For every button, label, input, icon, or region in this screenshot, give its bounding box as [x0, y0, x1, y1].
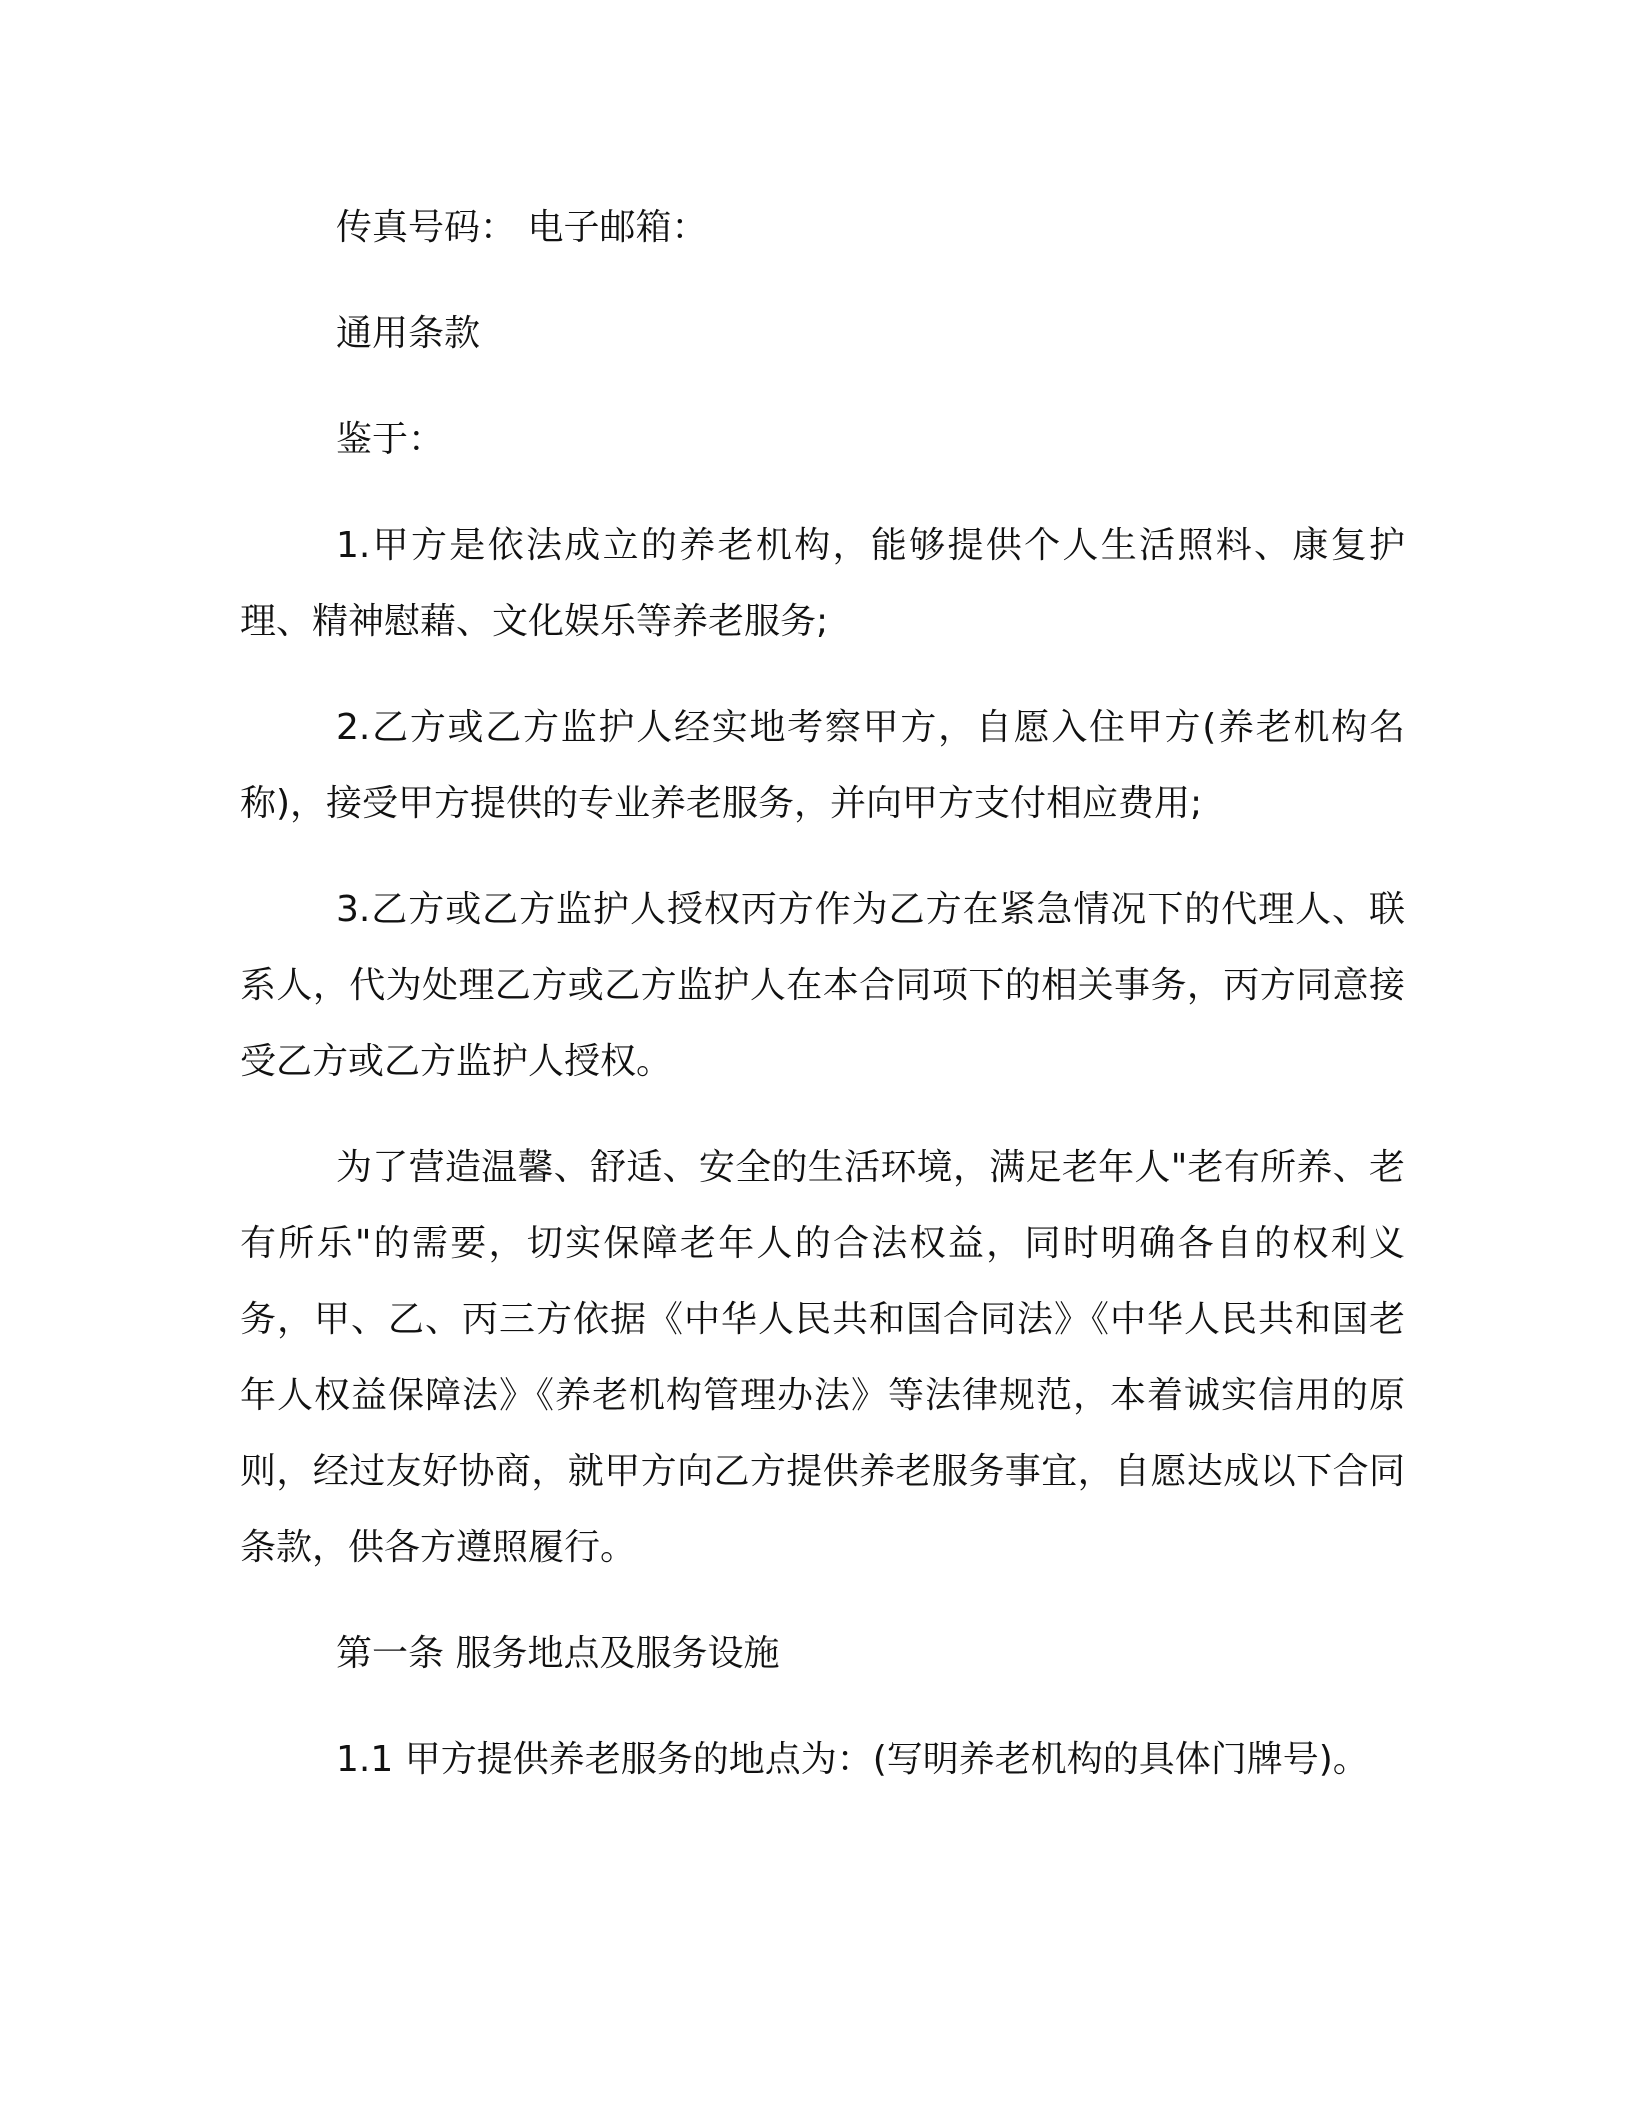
- article-1-heading: 第一条 服务地点及服务设施: [336, 1633, 780, 1674]
- clause-1-1: 1.1 甲方提供养老服务的地点为：(写明养老机构的具体门牌号)。: [336, 1739, 1369, 1780]
- contact-line: 传真号码： 电子邮箱：: [336, 207, 708, 248]
- section-heading-general-terms: 通用条款: [336, 313, 481, 354]
- document-body: [240, 190, 1405, 1828]
- recital-1: 1.甲方是依法成立的养老机构，能够提供个人生活照料、康复护理、精神慰藉、文化娱乐等养老服务;: [240, 525, 1405, 642]
- whereas-heading: 鉴于：: [336, 419, 445, 460]
- recital-2: 2.乙方或乙方监护人经实地考察甲方，自愿入住甲方(养老机构名称)，接受甲方提供的专业养老服务，并向甲方支付相应费用;: [240, 707, 1405, 824]
- recital-3: 3.乙方或乙方监护人授权丙方作为乙方在紧急情况下的代理人、联系人，代为处理乙方或乙方监护人在本合同项下的相关事务，丙方同意接受乙方或乙方监护人授权。: [240, 889, 1405, 1082]
- purpose-paragraph: 为了营造温馨、舒适、安全的生活环境，满足老年人"老有所养、老有所乐"的需要，切实保障老年人的合法权益，同时明确各自的权利义务，甲、乙、丙三方依据《中华人民共和国合同法》《中华人民共和国老年人权益保障法》《养老机构管理办法》等法律规范，本着诚实信用的原则，经过友好协商，就甲方向乙方提供养老服务事宜，自愿达成以下合同条款，供各方遵照履行。: [240, 1147, 1405, 1568]
